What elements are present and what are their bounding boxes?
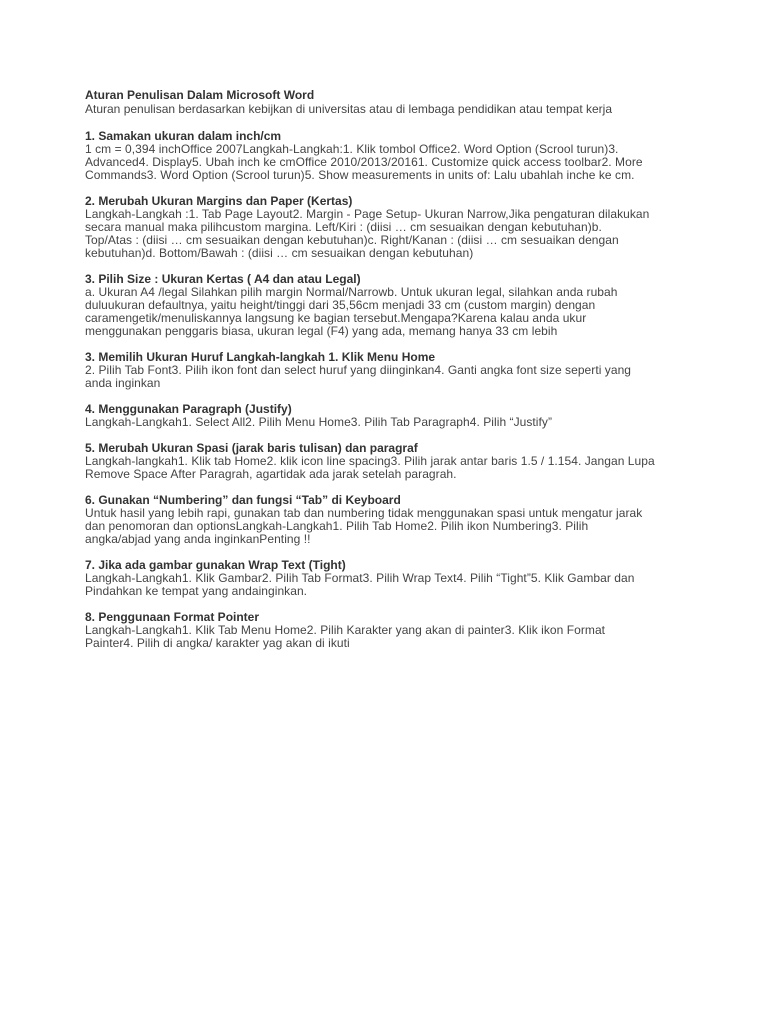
section-paragraph-justify [85, 402, 688, 429]
section-heading: 4. Menggunakan Paragraph (Justify) [85, 402, 292, 416]
section-heading: 5. Merubah Ukuran Spasi (jarak baris tulisan) dan paragraf [85, 441, 418, 455]
section-heading: 7. Jika ada gambar gunakan Wrap Text (Tight) [85, 558, 346, 572]
section-body: Langkah-langkah1. Klik tab Home2. klik icon line spacing3. Pilih jarak antar baris 1.5 / 1.154. Jangan Lupa Remove Space After Paragrah, agartidak ada jarak setelah paragrah. [85, 454, 655, 481]
document-title: Aturan Penulisan Dalam Microsoft Word [85, 88, 315, 102]
section-ukuran-spasi [85, 441, 688, 481]
section-heading: 6. Gunakan “Numbering” dan fungsi “Tab” di Keyboard [85, 493, 401, 507]
section-body: a. Ukuran A4 /legal Silahkan pilih margin Normal/Narrowb. Untuk ukuran legal, silahkan anda rubah duluukuran defaultnya, yaitu height/tinggi dari 35,56cm menjadi 33 cm (custom margin) dengan caramengetik/menuliskannya langsung ke bagian tersebut.Mengapa?Karena kalau anda ukur menggunakan penggaris biasa, ukuran legal (F4) yang ada, memang hanya 33 cm lebih [85, 285, 618, 338]
section-body: Langkah-Langkah1. Select All2. Pilih Menu Home3. Pilih Tab Paragraph4. Pilih “Justify” [85, 415, 553, 429]
section-samakan-ukuran [85, 129, 688, 182]
section-body: Untuk hasil yang lebih rapi, gunakan tab dan numbering tidak menggunakan spasi untuk mengatur jarak dan penomoran dan optionsLangkah-Langkah1. Pilih Tab Home2. Pilih ikon Numbering3. Pilih angka/abjad yang anda inginkanPenting !! [85, 506, 643, 546]
document-subtitle: Aturan penulisan berdasarkan kebijkan di universitas atau di lembaga pendidikan atau tempat kerja [85, 102, 612, 116]
section-heading: 3. Memilih Ukuran Huruf Langkah-langkah 1. Klik Menu Home [85, 350, 436, 364]
section-ukuran-kertas [85, 272, 688, 338]
section-heading: 3. Pilih Size : Ukuran Kertas ( A4 dan atau Legal) [85, 272, 361, 286]
section-numbering-tab [85, 493, 688, 546]
section-heading: 8. Penggunaan Format Pointer [85, 610, 260, 624]
section-body: Langkah-Langkah1. Klik Tab Menu Home2. Pilih Karakter yang akan di painter3. Klik ikon Format Painter4. Pilih di angka/ karakter yag akan di ikuti [85, 623, 606, 650]
section-wrap-text [85, 558, 688, 598]
section-format-pointer [85, 610, 688, 650]
section-body: Langkah-Langkah1. Klik Gambar2. Pilih Tab Format3. Pilih Wrap Text4. Pilih “Tight”5. Klik Gambar dan Pindahkan ke tempat yang andainginkan. [85, 571, 635, 598]
section-heading: 1. Samakan ukuran dalam inch/cm [85, 129, 282, 143]
section-body: 1 cm = 0,394 inchOffice 2007Langkah-Langkah:1. Klik tombol Office2. Word Option (Scrool turun)3. Advanced4. Display5. Ubah inch ke cmOffice 2010/2013/20161. Customize quick access toolbar2. More Commands3. Word Option (Scrool turun)5. Show measurements in units of: Lalu ubahlah inche ke cm. [85, 142, 643, 182]
section-ukuran-margins [85, 194, 688, 260]
section-ukuran-huruf [85, 350, 688, 390]
section-heading: 2. Merubah Ukuran Margins dan Paper (Kertas) [85, 194, 353, 208]
section-body: Langkah-Langkah :1. Tab Page Layout2. Margin - Page Setup- Ukuran Narrow,Jika pengaturan dilakukan secara manual maka pilihcustom margina. Left/Kiri : (diisi … cm sesuaikan dengan kebutuhan)b. Top/Atas : (diisi … cm sesuaikan dengan kebutuhan)c. Right/Kanan : (diisi … cm sesuaikan dengan kebutuhan)d. Bottom/Bawah : (diisi … cm sesuaikan dengan kebutuhan) [85, 207, 650, 260]
section-body: 2. Pilih Tab Font3. Pilih ikon font dan select huruf yang diinginkan4. Ganti angka font size seperti yang anda inginkan [85, 363, 632, 390]
